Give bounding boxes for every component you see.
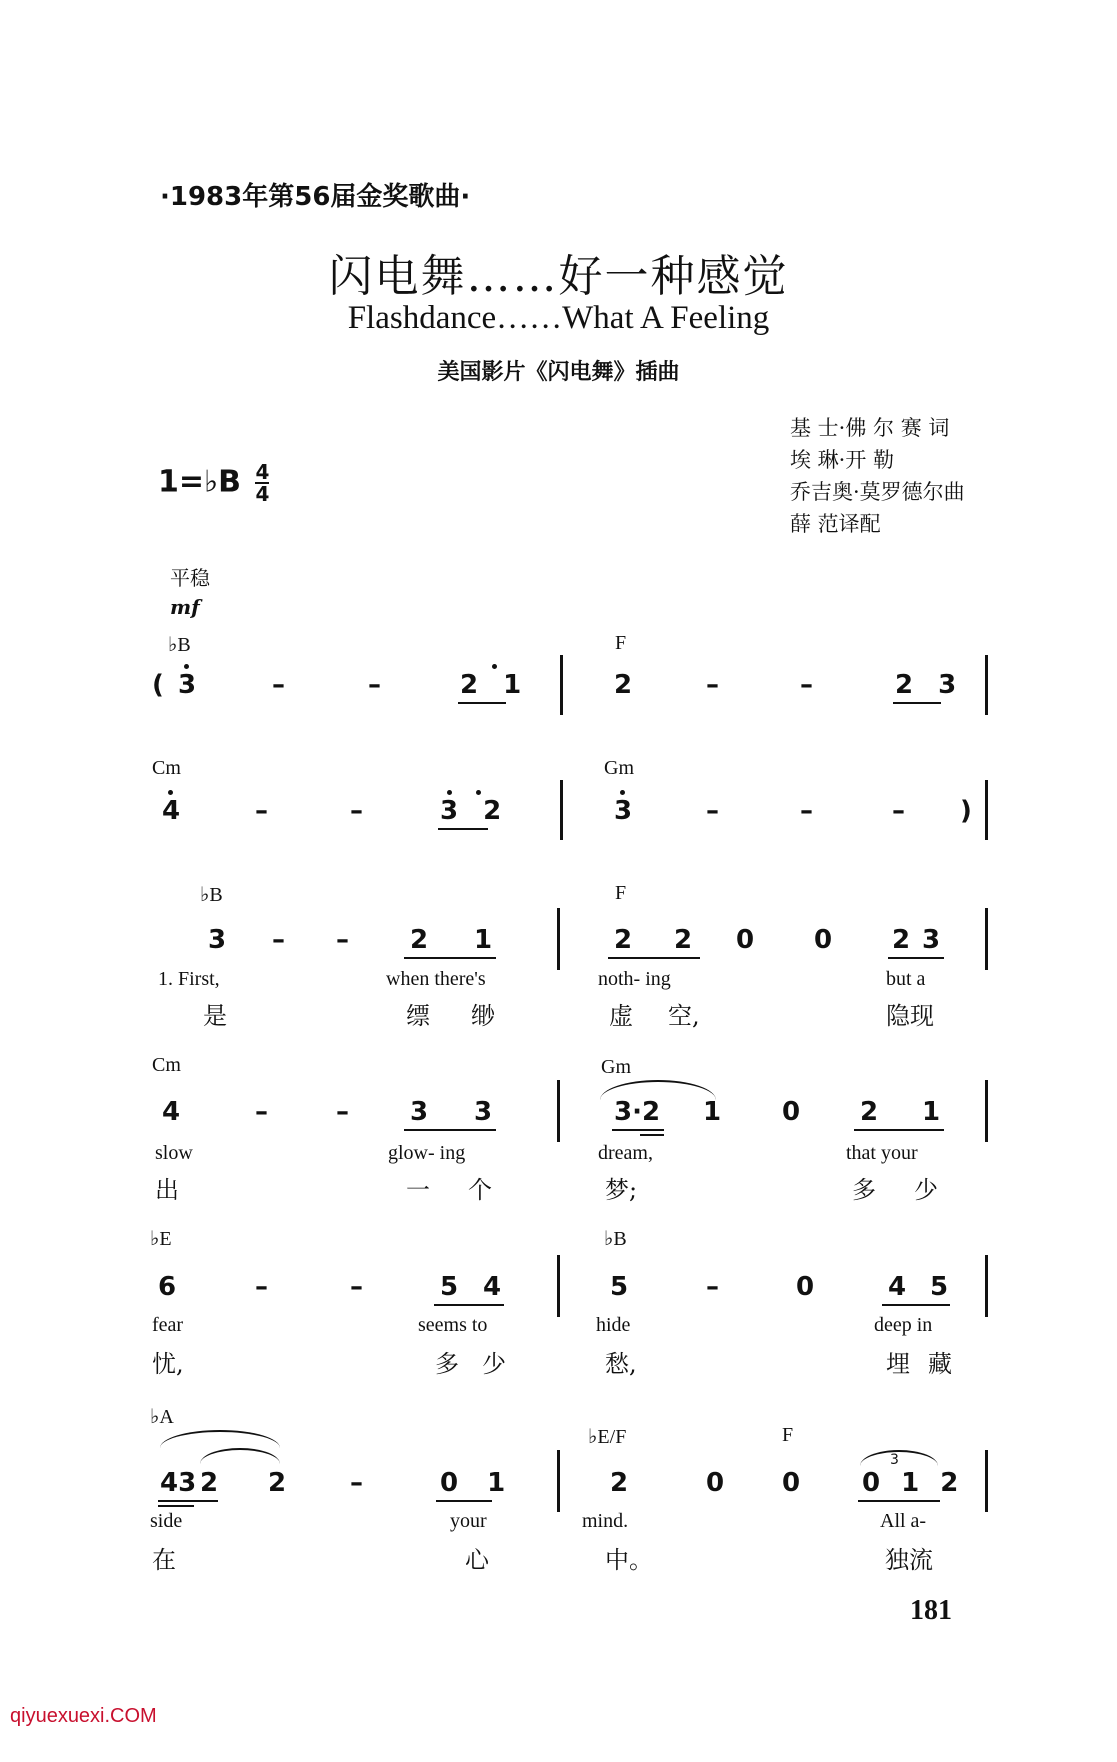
barline (560, 655, 563, 715)
dash: – (336, 925, 349, 955)
note: 4 (483, 1272, 502, 1302)
beam (404, 1129, 496, 1131)
note: 0 (706, 1468, 725, 1498)
note: 2 (268, 1468, 287, 1498)
chord: ♭E (150, 1228, 172, 1250)
note: 2 (614, 670, 633, 700)
lyric-en: that your (846, 1142, 918, 1164)
chord: ♭A (150, 1406, 174, 1428)
lyric-cn: 忧, (152, 1350, 184, 1378)
title-chinese: 闪电舞……好一种感觉 (328, 251, 789, 302)
chord: Cm (152, 757, 181, 779)
note: 3·2 (614, 1097, 661, 1127)
barline (560, 780, 563, 840)
paren-open: ( (152, 670, 164, 700)
time-top: 4 (255, 460, 270, 484)
note: 0 (782, 1097, 801, 1127)
lyric-cn: 空, (668, 1002, 700, 1030)
time-signature (255, 462, 269, 504)
note: 4 (888, 1272, 907, 1302)
lyric-cn: 隐现 (886, 1002, 934, 1030)
note: 2 (860, 1097, 879, 1127)
dash: – (336, 1097, 349, 1127)
beam (893, 702, 941, 704)
octave-dot (168, 790, 173, 795)
note: 6 (158, 1272, 177, 1302)
lyric-cn: 在 (152, 1546, 176, 1574)
barline (557, 1450, 560, 1512)
dash: – (892, 796, 905, 826)
tempo-marking: 平稳 (170, 566, 210, 590)
note: 2 (674, 925, 693, 955)
note: 4 (162, 796, 181, 826)
dash: – (706, 670, 719, 700)
note: 3 (410, 1097, 429, 1127)
key-label: 1=♭B (158, 464, 242, 500)
key-signature (158, 462, 269, 504)
lyric-cn: 少 (914, 1176, 938, 1204)
barline (557, 1080, 560, 1142)
chord: Gm (601, 1056, 631, 1078)
watermark: qiyuexuexi.COM (10, 1705, 157, 1727)
note-group: 0 1 (440, 1468, 516, 1498)
barline (985, 908, 988, 970)
note: 2 (410, 925, 429, 955)
beam (858, 1500, 940, 1502)
beam (854, 1129, 944, 1131)
note: 3 (474, 1097, 493, 1127)
slur (860, 1450, 938, 1466)
note: 1 (474, 925, 493, 955)
beam (458, 702, 506, 704)
lyric-cn: 中。 (605, 1546, 653, 1574)
chord: ♭B (604, 1228, 627, 1250)
beam (882, 1304, 950, 1306)
dash: – (255, 1097, 268, 1127)
lyric-cn: 缥 (406, 1002, 430, 1030)
barline (985, 655, 988, 715)
lyric-cn: 虚 (609, 1002, 633, 1030)
barline (557, 908, 560, 970)
barline (985, 1450, 988, 1512)
beam (158, 1505, 194, 1507)
lyric-en: All a- (880, 1510, 927, 1532)
lyric-cn: 独流 (885, 1546, 933, 1574)
beam (404, 957, 496, 959)
note: 2 (610, 1468, 629, 1498)
dynamic-marking: mf (170, 595, 200, 619)
lyric-cn: 是 (203, 1002, 227, 1030)
chord: ♭B (168, 634, 191, 656)
dash: – (272, 925, 285, 955)
note: 0 (796, 1272, 815, 1302)
chord: F (782, 1424, 794, 1446)
lyric-en: hide (596, 1314, 631, 1336)
lyric-en: 1. First, (158, 968, 220, 990)
lyric-en: dream, (598, 1142, 653, 1164)
chord: F (615, 632, 627, 654)
lyric-en: side (150, 1510, 183, 1532)
song-subtitle: 美国影片《闪电舞》插曲 (437, 360, 680, 385)
dash: – (350, 1272, 363, 1302)
dash: – (350, 796, 363, 826)
lyric-en: slow (155, 1142, 193, 1164)
dash: – (255, 1272, 268, 1302)
dash: – (272, 670, 285, 700)
lyric-en: glow- ing (388, 1142, 466, 1164)
credits (790, 412, 965, 540)
note: 5 (610, 1272, 629, 1302)
note: 1 (703, 1097, 722, 1127)
note: 3 (208, 925, 227, 955)
credit-translator: 薛 范译配 (790, 512, 881, 536)
dash: – (350, 1468, 363, 1498)
lyric-en: seems to (418, 1314, 488, 1336)
note: 1 (922, 1097, 941, 1127)
note-group: 0 1 2 (862, 1468, 965, 1498)
chord: ♭B (200, 884, 223, 906)
award-heading: ·1983年第56届金奖歌曲· (160, 182, 471, 212)
slur (160, 1430, 280, 1448)
barline (557, 1255, 560, 1317)
barline (985, 780, 988, 840)
dash: – (706, 796, 719, 826)
octave-dot (476, 790, 481, 795)
paren-close: ) (960, 796, 972, 826)
lyric-cn: 藏 (928, 1350, 952, 1378)
note: 0 (814, 925, 833, 955)
octave-dot (620, 790, 625, 795)
beam (438, 828, 488, 830)
credit-composer: 乔吉奥·莫罗德尔曲 (790, 480, 965, 504)
lyric-cn: 多 (435, 1350, 459, 1378)
dash: – (368, 670, 381, 700)
note: 3 (922, 925, 941, 955)
lyric-en: fear (152, 1314, 184, 1336)
lyric-cn: 多 (852, 1176, 876, 1204)
chord: ♭E/F (588, 1426, 627, 1448)
octave-dot (184, 664, 189, 669)
lyric-cn: 梦; (605, 1176, 638, 1204)
page-number: 181 (910, 1595, 952, 1626)
beam (888, 957, 944, 959)
beam (612, 1129, 664, 1131)
beam (436, 1500, 492, 1502)
octave-dot (447, 790, 452, 795)
octave-dot (492, 664, 497, 669)
credit-lyricist-2: 埃 琳·开 勒 (790, 448, 895, 472)
chord: Cm (152, 1054, 181, 1076)
lyric-en: noth- ing (598, 968, 671, 990)
chord: F (615, 882, 627, 904)
note: 3 (178, 670, 197, 700)
note: 4 (162, 1097, 181, 1127)
note: 5 (440, 1272, 459, 1302)
lyric-en: mind. (582, 1510, 629, 1532)
chord: Gm (604, 757, 634, 779)
note: 2 (614, 925, 633, 955)
note: 0 (782, 1468, 801, 1498)
barline (985, 1080, 988, 1142)
dash: – (255, 796, 268, 826)
lyric-cn: 出 (155, 1176, 179, 1204)
lyric-cn: 缈 (471, 1002, 495, 1030)
lyric-cn: 少 (482, 1350, 506, 1378)
note: 2 (892, 925, 911, 955)
lyric-en: when there's (386, 968, 486, 990)
beam (434, 1304, 504, 1306)
note-group: 43 (160, 1468, 197, 1498)
lyric-cn: 一 (406, 1176, 430, 1204)
note: 5 (930, 1272, 949, 1302)
dash: – (800, 796, 813, 826)
beam (608, 957, 700, 959)
note-group: 2 3 (895, 670, 965, 700)
triplet-marker: 3 (890, 1452, 899, 1468)
note: 0 (736, 925, 755, 955)
lyric-cn: 心 (465, 1546, 489, 1574)
time-bottom: 4 (255, 482, 270, 506)
lyric-en: but a (886, 968, 926, 990)
lyric-cn: 愁, (605, 1350, 637, 1378)
lyric-cn: 埋 (886, 1350, 910, 1378)
note-group: 3 2 (440, 796, 510, 826)
barline (985, 1255, 988, 1317)
note: 3 (614, 796, 633, 826)
credit-lyricist: 基 士·佛 尔 赛 词 (790, 416, 950, 440)
dash: – (800, 670, 813, 700)
lyric-cn: 个 (468, 1176, 492, 1204)
dash: – (706, 1272, 719, 1302)
lyric-en: deep in (874, 1314, 933, 1336)
lyric-en: your (450, 1510, 487, 1532)
note: 2 (200, 1468, 219, 1498)
beam (158, 1500, 218, 1502)
note-group: 2 1 (460, 670, 530, 700)
beam (640, 1134, 664, 1136)
title-english: Flashdance……What A Feeling (347, 300, 770, 336)
slur (200, 1448, 280, 1464)
